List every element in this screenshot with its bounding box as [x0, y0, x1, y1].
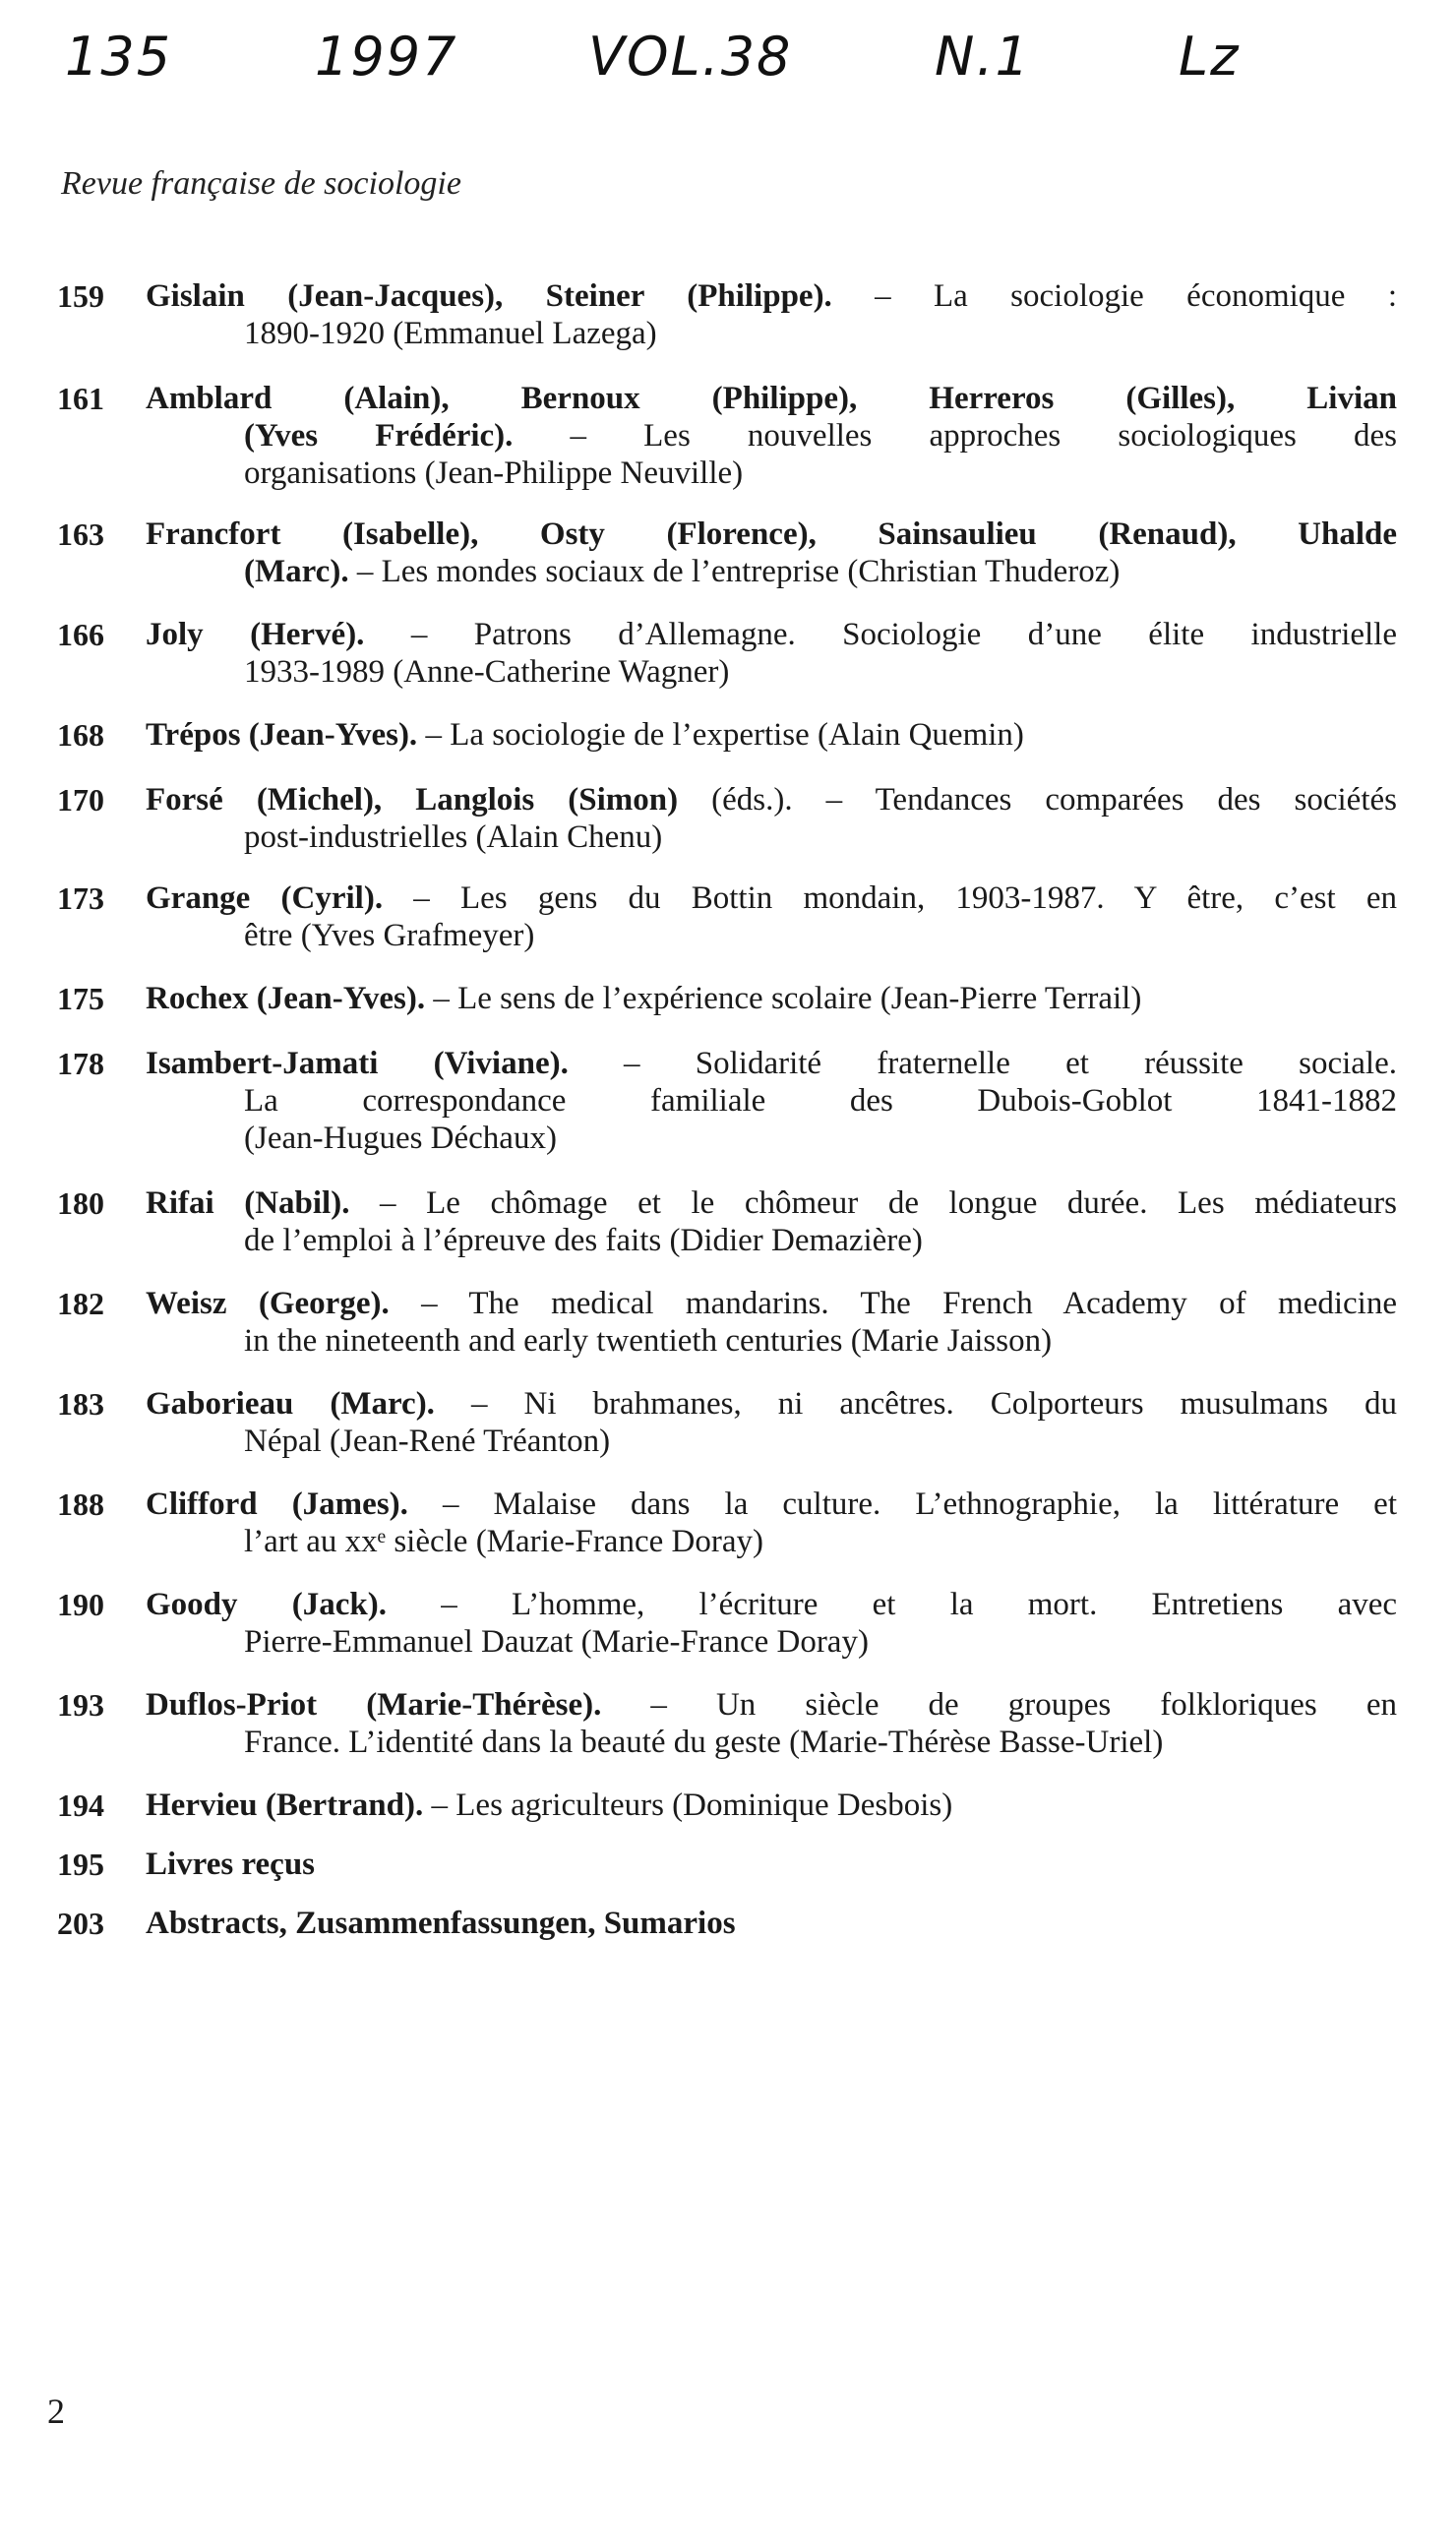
- toc-line: [146, 1623, 1397, 1661]
- toc-entry-text: [146, 515, 1397, 590]
- toc-line: [146, 1385, 1397, 1423]
- toc-author: Abstracts, Zusammenfassungen, Sumarios: [146, 1906, 736, 1941]
- handwritten-issue: N.1: [935, 26, 1031, 88]
- toc-title: – La sociologie de l’expertise (Alain Quemin): [417, 717, 1024, 753]
- toc-author: Gislain (Jean-Jacques), Steiner (Philippe).: [146, 278, 832, 314]
- toc-title: – Ni brahmanes, ni ancêtres. Colporteurs musulmans du: [434, 1386, 1397, 1422]
- toc-line: [146, 616, 1397, 653]
- toc-author: Isambert-Jamati (Viviane).: [146, 1046, 569, 1081]
- toc-entry-text: [146, 1184, 1397, 1259]
- toc-page-number: 203: [57, 1906, 104, 1941]
- toc-entry-text: [146, 1686, 1397, 1761]
- toc-page-number: 195: [57, 1847, 104, 1882]
- toc-author: Joly (Hervé).: [146, 617, 365, 652]
- table-of-contents: [57, 254, 1397, 1942]
- toc-title: 1890-1920 (Emmanuel Lazega): [244, 316, 657, 351]
- toc-line: [146, 1905, 1397, 1942]
- toc-entry: [57, 1846, 1397, 1883]
- toc-title: (éds.). – Tendances comparées des sociétés: [678, 782, 1397, 818]
- toc-author: Livres reçus: [146, 1847, 316, 1882]
- toc-line: [146, 1846, 1397, 1883]
- toc-entry-text: [146, 879, 1397, 954]
- toc-line: [146, 1724, 1397, 1761]
- toc-entry: [57, 716, 1397, 754]
- toc-entry-text: [146, 781, 1397, 856]
- toc-entry: [57, 380, 1397, 492]
- toc-page-number: 182: [57, 1286, 104, 1321]
- toc-line: [146, 1787, 1397, 1824]
- toc-entry: [57, 616, 1397, 691]
- toc-title: Népal (Jean-René Tréanton): [244, 1424, 611, 1459]
- toc-line: [146, 818, 1397, 856]
- toc-title: – Les nouvelles approches sociologiques des: [513, 418, 1397, 454]
- toc-line: [146, 1120, 1397, 1157]
- toc-author: Weisz (George).: [146, 1286, 390, 1321]
- toc-author: Forsé (Michel), Langlois (Simon): [146, 782, 679, 818]
- toc-entry-text: [146, 1905, 1397, 1942]
- toc-line: [146, 716, 1397, 754]
- toc-title: – Les gens du Bottin mondain, 1903-1987. Y être, c’est en: [383, 880, 1398, 916]
- toc-entry-text: [146, 616, 1397, 691]
- toc-title: – Un siècle de groupes folkloriques en: [601, 1687, 1397, 1723]
- toc-entry-text: [146, 1485, 1397, 1560]
- toc-page-number: 194: [57, 1788, 104, 1823]
- handwritten-mark: Lz: [1179, 26, 1241, 88]
- toc-line: [146, 277, 1397, 315]
- toc-author: Duflos-Priot (Marie-Thérèse).: [146, 1687, 602, 1723]
- toc-page-number: 159: [57, 278, 104, 314]
- toc-line: [146, 1485, 1397, 1523]
- toc-line: [146, 1423, 1397, 1460]
- toc-title: de l’emploi à l’épreuve des faits (Didier Demazière): [244, 1223, 923, 1258]
- toc-page-number: 161: [57, 381, 104, 416]
- toc-title: France. L’identité dans la beauté du geste (Marie-Thérèse Basse-Uriel): [244, 1725, 1164, 1760]
- toc-page-number: 183: [57, 1386, 104, 1422]
- toc-entry-text: [146, 716, 1397, 754]
- toc-title: l’art au xxᵉ siècle (Marie-France Doray): [244, 1524, 763, 1559]
- toc-page-number: 163: [57, 516, 104, 552]
- toc-author: Clifford (James).: [146, 1486, 408, 1522]
- toc-page-number: 170: [57, 782, 104, 818]
- toc-line: [146, 879, 1397, 917]
- toc-line: [146, 380, 1397, 417]
- toc-line: [146, 315, 1397, 352]
- toc-author: Grange (Cyril).: [146, 880, 384, 916]
- toc-entry: [57, 1385, 1397, 1460]
- toc-author: Goody (Jack).: [146, 1587, 387, 1622]
- toc-line: [146, 1045, 1397, 1082]
- toc-title: – Solidarité fraternelle et réussite sociale.: [568, 1046, 1397, 1081]
- toc-author: (Marc).: [244, 554, 349, 589]
- journal-title: Revue française de sociologie: [61, 165, 461, 202]
- toc-line: [146, 1523, 1397, 1560]
- toc-entry: [57, 781, 1397, 856]
- toc-entry-text: [146, 1846, 1397, 1883]
- toc-entry: [57, 879, 1397, 954]
- toc-line: [146, 1184, 1397, 1222]
- toc-line: [146, 1082, 1397, 1120]
- toc-entry: [57, 1686, 1397, 1761]
- toc-author: Amblard (Alain), Bernoux (Philippe), Herreros (Gilles), Livian: [146, 381, 1397, 416]
- toc-author: Hervieu (Bertrand).: [146, 1788, 424, 1823]
- toc-entry-text: [146, 1385, 1397, 1460]
- toc-line: [146, 1586, 1397, 1623]
- toc-page-number: 180: [57, 1185, 104, 1221]
- toc-title: – Les agriculteurs (Dominique Desbois): [423, 1788, 953, 1823]
- toc-author: Rochex (Jean-Yves).: [146, 981, 426, 1016]
- toc-page-number: 168: [57, 717, 104, 753]
- handwritten-year: 1997: [315, 26, 458, 88]
- toc-author: Francfort (Isabelle), Osty (Florence), Sainsaulieu (Renaud), Uhalde: [146, 516, 1397, 552]
- toc-entry: [57, 1787, 1397, 1824]
- toc-title: – La sociologie économique :: [831, 278, 1397, 314]
- toc-line: [146, 553, 1397, 590]
- toc-title: – Le sens de l’expérience scolaire (Jean-Pierre Terrail): [425, 981, 1142, 1016]
- toc-line: [146, 980, 1397, 1017]
- toc-title: 1933-1989 (Anne-Catherine Wagner): [244, 654, 730, 690]
- toc-page-number: 166: [57, 617, 104, 652]
- toc-title: – The medical mandarins. The French Academy of medicine: [389, 1286, 1397, 1321]
- toc-title: – L’homme, l’écriture et la mort. Entretiens avec: [386, 1587, 1398, 1622]
- toc-entry: [57, 1184, 1397, 1259]
- toc-entry: [57, 277, 1397, 352]
- toc-page-number: 193: [57, 1687, 104, 1723]
- page-folio: 2: [47, 2392, 65, 2431]
- toc-title: in the nineteenth and early twentieth centuries (Marie Jaisson): [244, 1323, 1053, 1359]
- toc-entry-text: [146, 1787, 1397, 1824]
- toc-entry-text: [146, 1586, 1397, 1661]
- toc-entry-text: [146, 1045, 1397, 1157]
- toc-entry-text: [146, 1285, 1397, 1360]
- toc-entry-text: [146, 980, 1397, 1017]
- toc-title: organisations (Jean-Philippe Neuville): [244, 455, 744, 491]
- toc-page-number: 175: [57, 981, 104, 1016]
- toc-entry: [57, 1485, 1397, 1560]
- toc-author: Trépos (Jean-Yves).: [146, 717, 418, 753]
- handwritten-number: 135: [65, 26, 173, 88]
- toc-title: post-industrielles (Alain Chenu): [244, 819, 663, 855]
- toc-entry: [57, 1905, 1397, 1942]
- toc-line: [146, 515, 1397, 553]
- toc-title: – Le chômage et le chômeur de longue durée. Les médiateurs: [349, 1185, 1397, 1221]
- toc-author: Gaborieau (Marc).: [146, 1386, 435, 1422]
- toc-title: Pierre-Emmanuel Dauzat (Marie-France Doray): [244, 1624, 869, 1660]
- toc-line: [146, 781, 1397, 818]
- toc-entry-text: [146, 277, 1397, 352]
- toc-entry: [57, 980, 1397, 1017]
- toc-entry: [57, 515, 1397, 590]
- toc-line: [146, 1222, 1397, 1259]
- toc-title: – Malaise dans la culture. L’ethnographie, la littérature et: [407, 1486, 1397, 1522]
- toc-page-number: 190: [57, 1587, 104, 1622]
- toc-line: [146, 653, 1397, 691]
- toc-title: être (Yves Grafmeyer): [244, 918, 535, 953]
- toc-line: [146, 1285, 1397, 1322]
- toc-entry: [57, 1045, 1397, 1157]
- toc-title: – Les mondes sociaux de l’entreprise (Christian Thuderoz): [348, 554, 1121, 589]
- toc-author: Rifai (Nabil).: [146, 1185, 350, 1221]
- toc-line: [146, 455, 1397, 492]
- toc-page-number: 188: [57, 1486, 104, 1522]
- toc-entry-text: [146, 380, 1397, 492]
- toc-line: [146, 917, 1397, 954]
- toc-author: (Yves Frédéric).: [244, 418, 514, 454]
- toc-entry: [57, 1586, 1397, 1661]
- handwritten-volume: VOL.38: [588, 26, 793, 88]
- toc-title: (Jean-Hugues Déchaux): [244, 1121, 557, 1156]
- toc-page-number: 178: [57, 1046, 104, 1081]
- toc-entry: [57, 1285, 1397, 1360]
- toc-title: – Patrons d’Allemagne. Sociologie d’une élite industrielle: [364, 617, 1397, 652]
- toc-line: [146, 1322, 1397, 1360]
- toc-title: La correspondance familiale des Dubois-Goblot 1841-1882: [244, 1083, 1397, 1119]
- toc-line: [146, 417, 1397, 455]
- toc-line: [146, 1686, 1397, 1724]
- toc-page-number: 173: [57, 880, 104, 916]
